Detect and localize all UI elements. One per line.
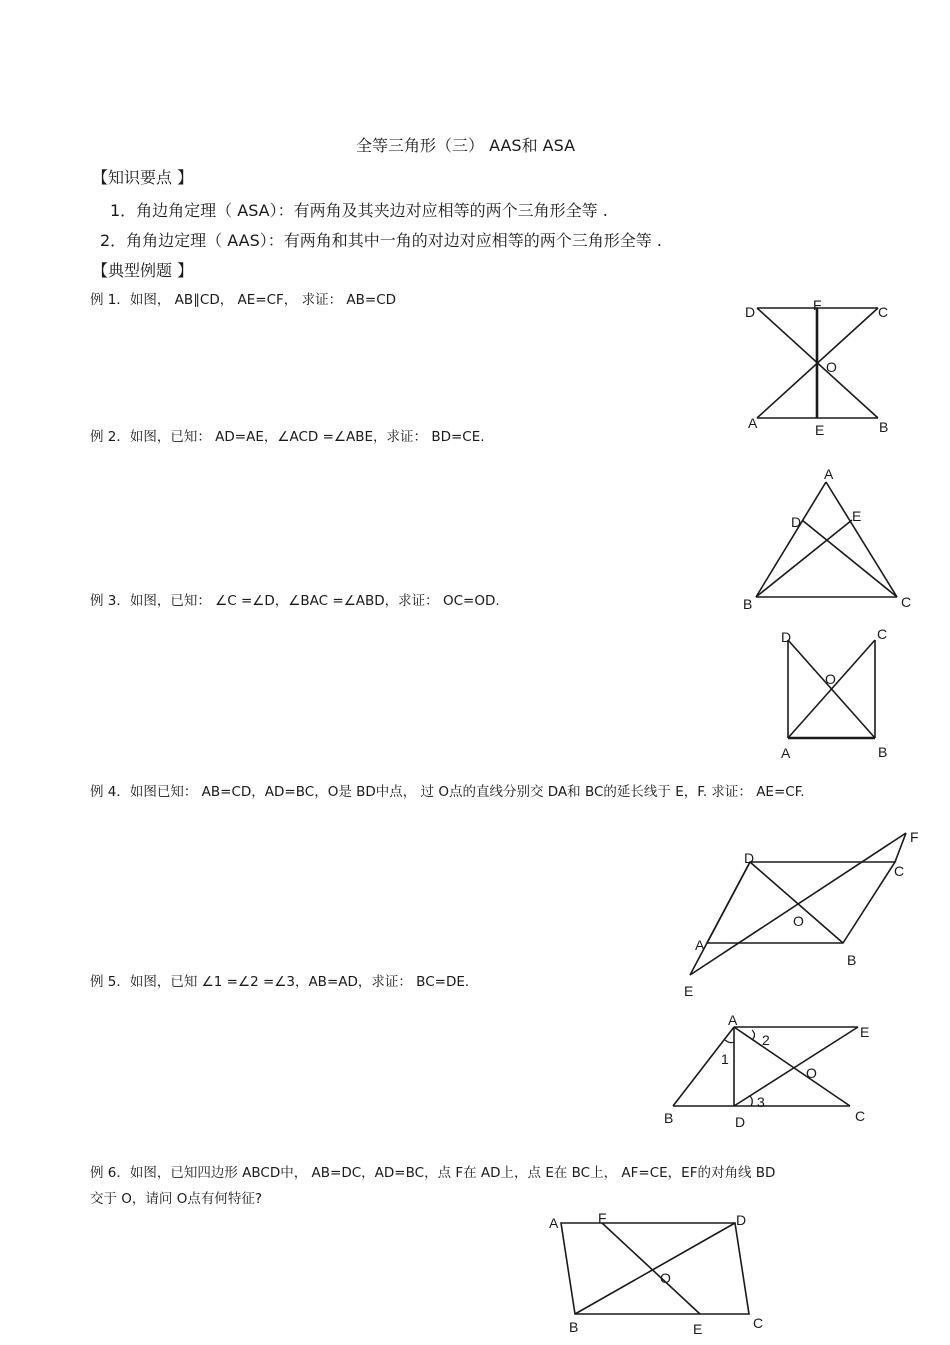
fig1-label-a: A	[748, 415, 758, 431]
fig3-lines	[788, 640, 875, 738]
example-1-text: 例 1．如图， AB∥CD， AE=CF， 求证： AB=CD	[90, 292, 397, 308]
fig1-label-d: D	[745, 304, 756, 320]
fig2-label-b: B	[743, 596, 753, 612]
fig4-label-a: A	[695, 937, 705, 953]
fig5-label-angle-1: 1	[721, 1051, 729, 1067]
fig5-label-e: E	[860, 1024, 870, 1040]
fig4-lines	[690, 833, 906, 975]
fig5-label-d: D	[735, 1114, 746, 1130]
page-title: 全等三角形（三） AAS和 ASA	[356, 136, 576, 155]
fig6-lines	[561, 1223, 749, 1314]
fig4-label-o: O	[793, 913, 804, 929]
fig3-label-a: A	[781, 745, 791, 761]
example-4-text: 例 4．如图已知： AB=CD，AD=BC，O是 BD中点， 过 O点的直线分别交 DA和 BC的延长线于 E，F. 求证： AE=CF.	[90, 784, 805, 800]
fig6-label-b: B	[569, 1319, 579, 1335]
fig1-label-e: E	[815, 422, 825, 438]
fig6-label-d: D	[736, 1212, 747, 1228]
fig2-label-e: E	[852, 508, 862, 524]
fig3-label-c: C	[877, 626, 888, 642]
fig6-label-c: C	[753, 1315, 764, 1331]
section-examples: 【典型例题 】	[92, 261, 194, 280]
fig1-label-c: C	[878, 304, 889, 320]
fig4-label-d: D	[744, 850, 755, 866]
fig1-label-o: O	[826, 359, 837, 375]
fig3-label-b: B	[878, 744, 888, 760]
fig4-label-c: C	[894, 863, 905, 879]
example-3-text: 例 3．如图，已知： ∠C =∠D，∠BAC =∠ABD，求证： OC=OD.	[90, 593, 500, 609]
fig4-label-b: B	[847, 952, 857, 968]
fig3-label-d: D	[781, 629, 792, 645]
example-6-text: 例 6．如图，已知四边形 ABCD中， AB=DC，AD=BC，点 F在 AD上，点 E在 BC上， AF=CE，EF的对角线 BD	[90, 1165, 776, 1181]
theorem-aas: 2．角角边定理（ AAS）：有两角和其中一角的对边对应相等的两个三角形全等 .	[100, 231, 662, 250]
example-6-text-cont: 交于 O，请问 O点有何特征?	[90, 1191, 262, 1207]
fig2-lines	[756, 482, 897, 597]
fig5-label-c: C	[855, 1108, 866, 1124]
fig1-label-f: F	[813, 297, 822, 313]
fig6-label-a: A	[549, 1215, 559, 1231]
fig2-label-d: D	[791, 514, 802, 530]
example-5-text: 例 5．如图，已知 ∠1 =∠2 =∠3，AB=AD，求证： BC=DE.	[90, 974, 470, 990]
fig1-label-b: B	[879, 419, 889, 435]
fig6-label-e: E	[693, 1321, 703, 1337]
fig1-lines	[757, 308, 878, 418]
fig6-label-o: O	[660, 1270, 671, 1286]
fig5-label-o: O	[806, 1065, 817, 1081]
fig5-label-angle-3: 3	[757, 1094, 765, 1110]
fig5-label-b: B	[664, 1110, 674, 1126]
fig4-label-e: E	[684, 983, 694, 999]
fig2-label-a: A	[824, 466, 834, 482]
example-2-text: 例 2．如图，已知： AD=AE，∠ACD =∠ABE，求证： BD=CE.	[90, 429, 485, 445]
fig4-label-f: F	[910, 829, 919, 845]
section-key-points: 【知识要点 】	[92, 168, 194, 187]
theorem-asa: 1．角边角定理（ ASA）：有两角及其夹边对应相等的两个三角形全等 .	[110, 201, 608, 220]
fig3-label-o: O	[825, 671, 836, 687]
fig2-label-c: C	[901, 594, 912, 610]
fig5-label-a: A	[728, 1012, 738, 1028]
fig5-label-angle-2: 2	[762, 1032, 770, 1048]
fig6-label-f: F	[598, 1210, 607, 1226]
